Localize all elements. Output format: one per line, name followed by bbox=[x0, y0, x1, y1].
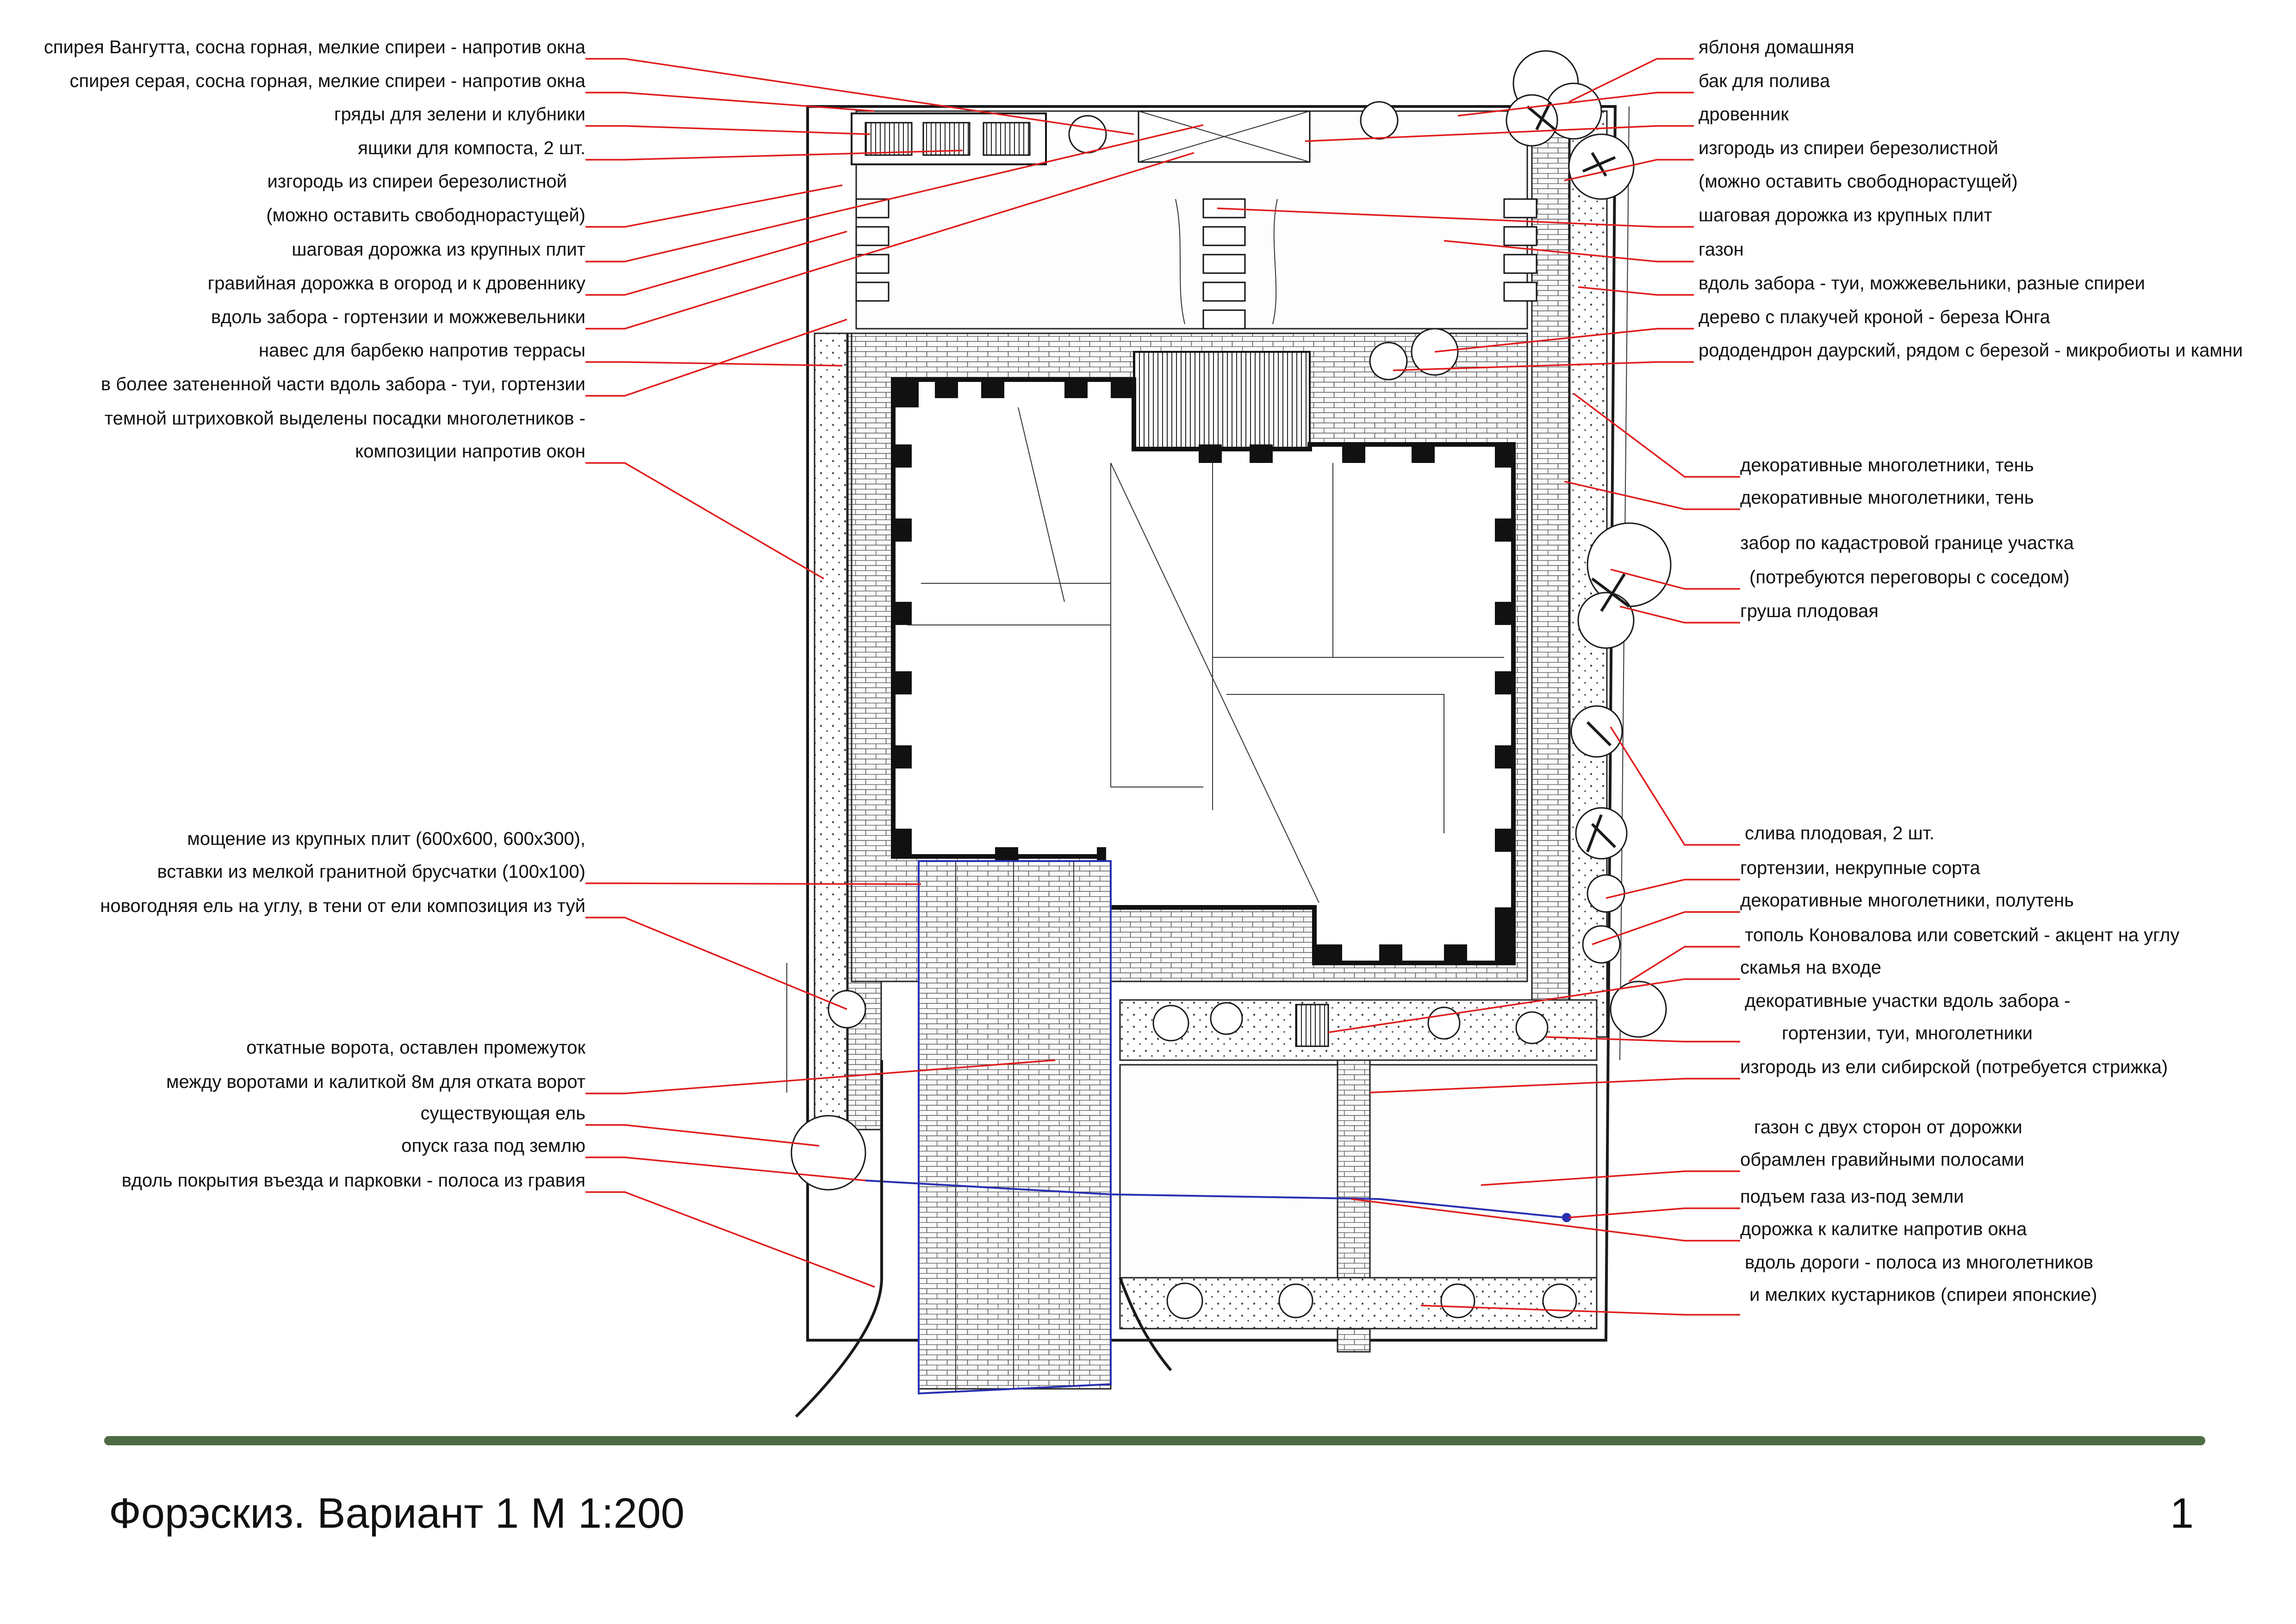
label-right-20: скамья на входе bbox=[1740, 957, 1881, 978]
label-right-16: слива плодовая, 2 шт. bbox=[1745, 823, 1935, 843]
label-right-1: яблоня домашняя bbox=[1699, 37, 1854, 57]
left-labels bbox=[44, 37, 586, 1191]
label-left-20: опуск газа под землю bbox=[401, 1136, 585, 1156]
right-labels bbox=[1699, 37, 2243, 1305]
label-right-29: и мелких кустарников (спиреи японские) bbox=[1749, 1285, 2097, 1305]
label-right-3: дровенник bbox=[1699, 104, 1789, 125]
bbq-canopy bbox=[1134, 352, 1310, 449]
label-left-15: вставки из мелкой гранитной брусчатки (100х100) bbox=[157, 862, 585, 882]
label-right-18: декоративные многолетники, полутень bbox=[1740, 890, 2074, 911]
site-plan-drawing bbox=[787, 51, 1671, 1417]
label-left-13: композиции напротив окон bbox=[355, 441, 585, 462]
label-right-21: декоративные участки вдоль забора - bbox=[1745, 991, 2071, 1011]
label-right-9: дерево с плакучей кроной - береза Юнга bbox=[1699, 307, 2050, 327]
label-left-1: спирея Вангутта, сосна горная, мелкие спиреи - напротив окна bbox=[44, 37, 585, 57]
label-left-3: гряды для зелени и клубники bbox=[334, 104, 585, 125]
label-left-14: мощение из крупных плит (600х600, 600х300), bbox=[187, 829, 585, 849]
driveway-paving bbox=[919, 861, 1111, 1389]
label-left-4: ящики для компоста, 2 шт. bbox=[358, 138, 585, 158]
label-right-14: (потребуются переговоры с соседом) bbox=[1749, 567, 2070, 587]
label-right-19: тополь Коновалова или советский - акцент на углу bbox=[1745, 925, 2180, 945]
label-right-7: газон bbox=[1699, 239, 1744, 260]
label-right-15: груша плодовая bbox=[1740, 601, 1879, 621]
label-right-4: изгородь из спиреи березолистной bbox=[1699, 138, 1998, 158]
label-right-11: декоративные многолетники, тень bbox=[1740, 455, 2034, 475]
label-left-12: темной штриховкой выделены посадки многолетников - bbox=[104, 408, 585, 429]
label-left-2: спирея серая, сосна горная, мелкие спиреи - напротив окна bbox=[69, 71, 585, 91]
label-left-6: (можно оставить свободнорастущей) bbox=[266, 205, 585, 225]
label-left-10: навес для барбекю напротив террасы bbox=[259, 340, 585, 361]
label-right-23: изгородь из ели сибирской (потребуется стрижка) bbox=[1740, 1057, 2168, 1077]
label-right-17: гортензии, некрупные сорта bbox=[1740, 858, 1980, 878]
label-right-10: рододендрон даурский, рядом с березой - микробиоты и камни bbox=[1699, 340, 2243, 361]
label-right-26: подъем газа из-под земли bbox=[1740, 1187, 1964, 1207]
label-left-8: гравийная дорожка в огород и к дровеннику bbox=[207, 273, 585, 294]
label-right-5: (можно оставить свободнорастущей) bbox=[1699, 171, 2018, 192]
label-right-27: дорожка к калитке напротив окна bbox=[1740, 1219, 2027, 1239]
label-left-18: между воротами и калиткой 8м для отката ворот bbox=[166, 1072, 585, 1092]
label-left-5: изгородь из спиреи березолистной bbox=[267, 171, 567, 192]
label-right-28: вдоль дороги - полоса из многолетников bbox=[1745, 1252, 2093, 1273]
label-right-13: забор по кадастровой границе участка bbox=[1740, 533, 2074, 553]
label-right-22: гортензии, туи, многолетники bbox=[1782, 1023, 2033, 1043]
label-right-12: декоративные многолетники, тень bbox=[1740, 487, 2034, 508]
bed-3 bbox=[983, 123, 1030, 155]
label-right-24: газон с двух сторон от дорожки bbox=[1754, 1117, 2022, 1137]
label-left-17: откатные ворота, оставлен промежуток bbox=[246, 1037, 585, 1058]
label-left-21: вдоль покрытия въезда и парковки - полоса из гравия bbox=[121, 1170, 585, 1191]
entrance-bench bbox=[1296, 1005, 1328, 1046]
label-left-7: шаговая дорожка из крупных плит bbox=[292, 239, 585, 260]
label-left-16: новогодняя ель на углу, в тени от ели композиция из туй bbox=[100, 896, 585, 916]
label-left-11: в более затененной части вдоль забора - туи, гортензии bbox=[101, 374, 585, 394]
label-right-8: вдоль забора - туи, можжевельники, разные спиреи bbox=[1699, 273, 2145, 294]
label-right-2: бак для полива bbox=[1699, 71, 1830, 91]
label-right-6: шаговая дорожка из крупных плит bbox=[1699, 205, 1992, 225]
page-number: 1 bbox=[2170, 1490, 2194, 1537]
bed-1 bbox=[865, 123, 912, 155]
label-right-25: обрамлен гравийными полосами bbox=[1740, 1149, 2024, 1170]
label-left-9: вдоль забора - гортензии и можжевельники bbox=[211, 307, 585, 327]
label-left-19: существующая ель bbox=[420, 1103, 585, 1124]
sheet-title: Форэскиз. Вариант 1 М 1:200 bbox=[109, 1490, 685, 1537]
